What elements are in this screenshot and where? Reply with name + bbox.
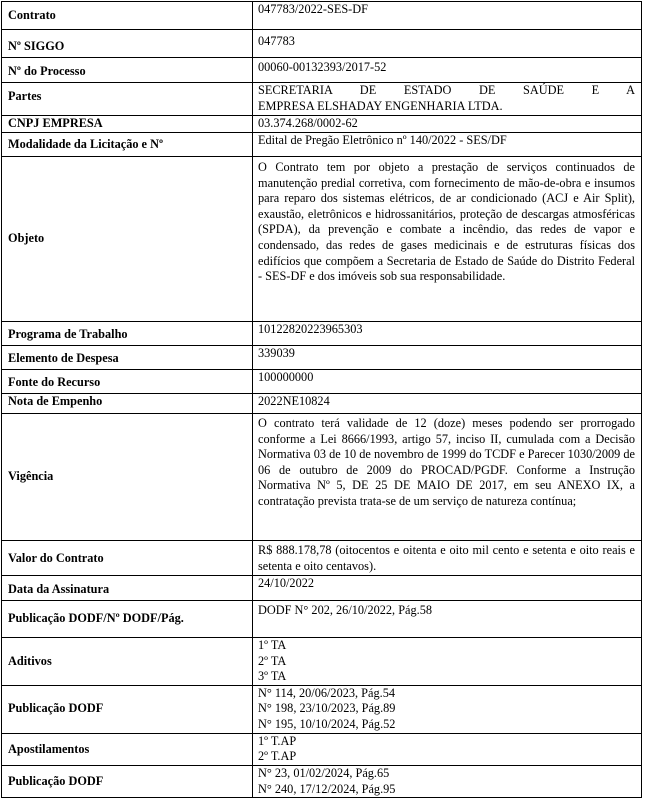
label-publicacao-dodf-1: Publicação DODF xyxy=(2,685,253,733)
value-cnpj: 03.374.268/0002-62 xyxy=(253,116,642,133)
value-programa: 10122820223965303 xyxy=(253,322,642,346)
partes-line-2: EMPRESA ELSHADAY ENGENHARIA LTDA. xyxy=(258,98,503,113)
value-data-assinatura: 24/10/2022 xyxy=(253,576,642,601)
row-vigencia xyxy=(2,414,642,541)
apostilamento-item: 2º T.AP xyxy=(258,749,297,764)
aditivo-item: 3º TA xyxy=(258,669,287,684)
value-valor: R$ 888.178,78 (oitocentos e oitenta e oito mil cento e setenta e oito reais e setenta e oito centavos). xyxy=(253,541,642,576)
row-siggo xyxy=(2,30,642,58)
value-aditivos xyxy=(253,638,642,686)
label-nota: Nota de Empenho xyxy=(2,394,253,414)
apostilamento-item: 1º T.AP xyxy=(258,733,297,748)
row-apostilamentos xyxy=(2,733,642,765)
value-partes xyxy=(253,83,642,116)
value-objeto: O Contrato tem por objeto a prestação de serviços continuados de manutenção predial corretiva, com fornecimento de mão-de-obra e insumos para reparo dos sistemas elétricos, de ar condicionado (ACJ e Air Split), exaustão, eletrônicos e hidrossanitários, proteção de descargas atmosféricas (SPDA), da prevenção e combate a incêndio, das redes de vapor e condensado, das redes de gases medicinais e de estruturas físicas dos edifícios que compõem a Secretaria de Estado de Saúde do Distrito Federal - SES-DF e dos imóveis sob sua responsabilidade. xyxy=(253,157,642,322)
row-publicacao-dodf-2 xyxy=(2,765,642,797)
row-programa xyxy=(2,322,642,346)
label-siggo: Nº SIGGO xyxy=(2,30,253,58)
value-contrato: 047783/2022-SES-DF xyxy=(253,2,642,30)
label-publicacao-dodf-pag: Publicação DODF/Nº DODF/Pág. xyxy=(2,601,253,638)
row-cnpj xyxy=(2,116,642,133)
publicacao-item: N° 198, 23/10/2023, Pág.89 xyxy=(258,701,396,716)
label-modalidade: Modalidade da Licitação e Nº xyxy=(2,133,253,157)
row-aditivos xyxy=(2,638,642,686)
row-modalidade xyxy=(2,133,642,157)
label-fonte: Fonte do Recurso xyxy=(2,370,253,394)
label-processo: Nº do Processo xyxy=(2,58,253,83)
contract-table xyxy=(1,1,642,798)
value-publicacao-dodf-pag: DODF N° 202, 26/10/2022, Pág.58 xyxy=(253,601,642,638)
row-processo xyxy=(2,58,642,83)
value-vigencia: O contrato terá validade de 12 (doze) meses podendo ser prorrogado conforme a Lei 8666/1993, artigo 57, inciso II, cumulada com a Decisão Normativa 03 de 10 de novembro de 1999 do TCDF e Parecer 1030/2009 de 06 de outubro de 2009 do PROCAD/PGDF. Conforme a Instrução Normativa Nº 5, DE 25 DE MAIO DE 2017, em seu ANEXO IX, a contratação prevista trata-se de um serviço de natureza contínua; xyxy=(253,414,642,541)
row-fonte xyxy=(2,370,642,394)
publicacao-item: N° 23, 01/02/2024, Pág.65 xyxy=(258,765,390,780)
label-valor: Valor do Contrato xyxy=(2,541,253,576)
value-publicacao-dodf-2 xyxy=(253,765,642,797)
value-nota: 2022NE10824 xyxy=(253,394,642,414)
row-nota xyxy=(2,394,642,414)
label-elemento: Elemento de Despesa xyxy=(2,346,253,370)
label-contrato: Contrato xyxy=(2,2,253,30)
partes-line-1: SECRETARIA DE ESTADO DE SAÚDE E A xyxy=(258,83,635,97)
publicacao-item: N° 240, 17/12/2024, Pág.95 xyxy=(258,781,396,796)
row-elemento xyxy=(2,346,642,370)
label-data-assinatura: Data da Assinatura xyxy=(2,576,253,601)
row-publicacao-dodf-pag xyxy=(2,601,642,638)
row-valor xyxy=(2,541,642,576)
value-fonte: 100000000 xyxy=(253,370,642,394)
label-cnpj: CNPJ EMPRESA xyxy=(2,116,253,133)
value-publicacao-dodf-1 xyxy=(253,685,642,733)
label-apostilamentos: Apostilamentos xyxy=(2,733,253,765)
label-publicacao-dodf-2: Publicação DODF xyxy=(2,765,253,797)
aditivo-item: 2º TA xyxy=(258,653,287,668)
label-aditivos: Aditivos xyxy=(2,638,253,686)
aditivo-item: 1º TA xyxy=(258,638,287,652)
row-partes xyxy=(2,83,642,116)
label-vigencia: Vigência xyxy=(2,414,253,541)
label-partes: Partes xyxy=(2,83,253,116)
value-processo: 00060-00132393/2017-52 xyxy=(253,58,642,83)
value-siggo: 047783 xyxy=(253,30,642,58)
row-publicacao-dodf-1 xyxy=(2,685,642,733)
row-contrato xyxy=(2,2,642,30)
value-apostilamentos xyxy=(253,733,642,765)
label-objeto: Objeto xyxy=(2,157,253,322)
row-data-assinatura xyxy=(2,576,642,601)
publicacao-item: N° 195, 10/10/2024, Pág.52 xyxy=(258,716,396,731)
row-objeto xyxy=(2,157,642,322)
value-elemento: 339039 xyxy=(253,346,642,370)
publicacao-item: N° 114, 20/06/2023, Pág.54 xyxy=(258,685,395,700)
label-programa: Programa de Trabalho xyxy=(2,322,253,346)
value-modalidade: Edital de Pregão Eletrônico nº 140/2022 - SES/DF xyxy=(253,133,642,157)
